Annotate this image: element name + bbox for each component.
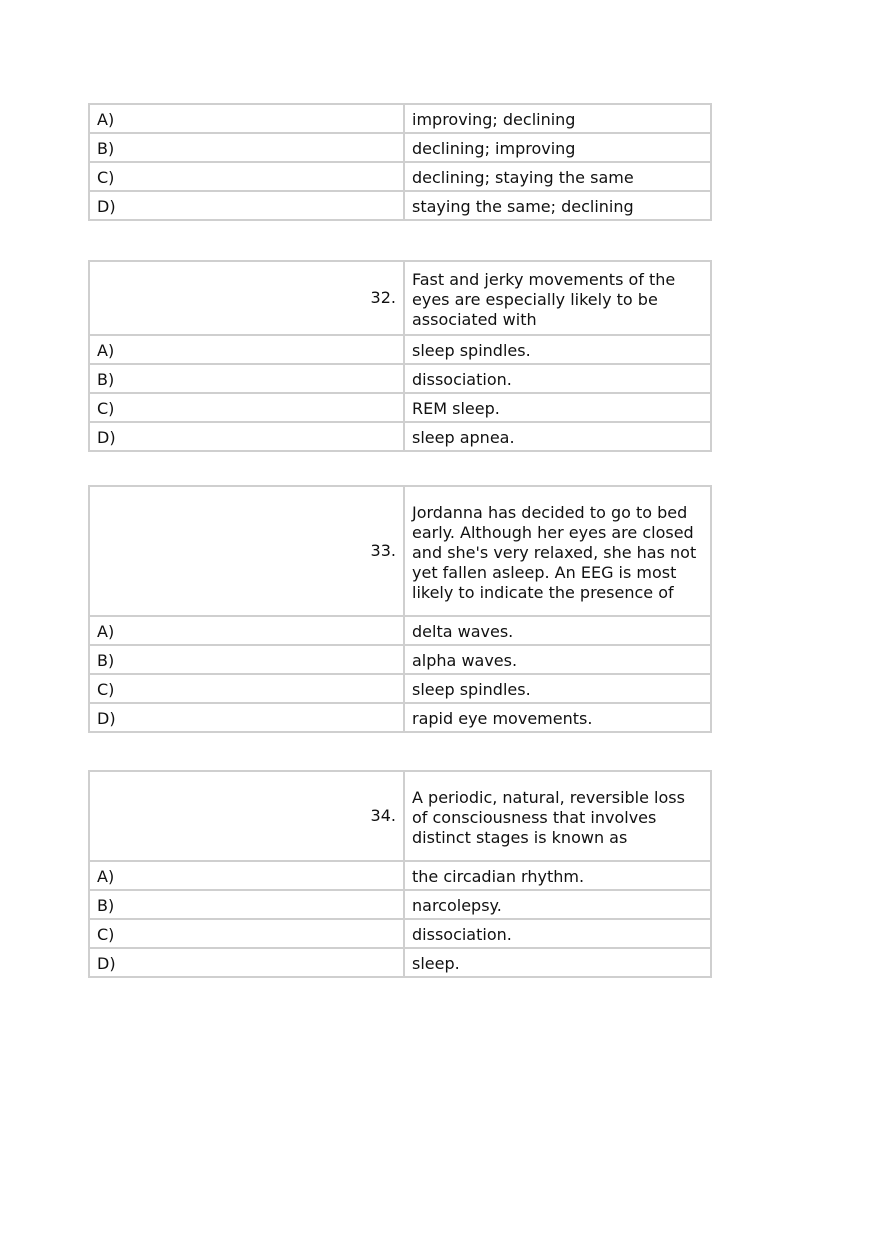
option-letter: C) xyxy=(89,674,404,703)
question-stem-row xyxy=(89,771,711,861)
question-number: 32. xyxy=(89,261,404,335)
option-text: improving; declining xyxy=(404,104,711,133)
option-text: sleep spindles. xyxy=(404,335,711,364)
question-stem: Jordanna has decided to go to bed early. Although her eyes are closed and she's very relaxed, she has not yet fallen asleep. An EEG is most likely to indicate the presence of xyxy=(404,486,711,616)
option-row xyxy=(89,133,711,162)
option-text: alpha waves. xyxy=(404,645,711,674)
option-text: delta waves. xyxy=(404,616,711,645)
question-32-table xyxy=(88,260,712,452)
option-letter: B) xyxy=(89,645,404,674)
option-row xyxy=(89,861,711,890)
option-letter: C) xyxy=(89,919,404,948)
option-text: REM sleep. xyxy=(404,393,711,422)
option-text: declining; staying the same xyxy=(404,162,711,191)
question-stem-row xyxy=(89,261,711,335)
option-text: sleep spindles. xyxy=(404,674,711,703)
option-letter: C) xyxy=(89,393,404,422)
option-letter: B) xyxy=(89,890,404,919)
option-text: staying the same; declining xyxy=(404,191,711,220)
option-row xyxy=(89,674,711,703)
option-row xyxy=(89,364,711,393)
option-row xyxy=(89,104,711,133)
question-31-options-table xyxy=(88,103,712,221)
option-letter: A) xyxy=(89,861,404,890)
option-row xyxy=(89,191,711,220)
option-letter: A) xyxy=(89,104,404,133)
option-row xyxy=(89,335,711,364)
option-row xyxy=(89,703,711,732)
option-text: dissociation. xyxy=(404,364,711,393)
question-stem: A periodic, natural, reversible loss of consciousness that involves distinct stages is known as xyxy=(404,771,711,861)
option-letter: D) xyxy=(89,948,404,977)
option-row xyxy=(89,948,711,977)
question-stem-row xyxy=(89,486,711,616)
option-row xyxy=(89,645,711,674)
question-number: 33. xyxy=(89,486,404,616)
option-letter: B) xyxy=(89,364,404,393)
question-stem: Fast and jerky movements of the eyes are especially likely to be associated with xyxy=(404,261,711,335)
question-33-table xyxy=(88,485,712,733)
option-text: sleep. xyxy=(404,948,711,977)
option-letter: D) xyxy=(89,191,404,220)
option-text: narcolepsy. xyxy=(404,890,711,919)
option-row xyxy=(89,162,711,191)
option-text: the circadian rhythm. xyxy=(404,861,711,890)
option-row xyxy=(89,393,711,422)
option-text: declining; improving xyxy=(404,133,711,162)
option-text: sleep apnea. xyxy=(404,422,711,451)
option-row xyxy=(89,919,711,948)
option-text: dissociation. xyxy=(404,919,711,948)
option-row xyxy=(89,422,711,451)
question-number: 34. xyxy=(89,771,404,861)
option-row xyxy=(89,890,711,919)
option-letter: A) xyxy=(89,335,404,364)
option-letter: A) xyxy=(89,616,404,645)
option-text: rapid eye movements. xyxy=(404,703,711,732)
option-letter: D) xyxy=(89,703,404,732)
question-34-table xyxy=(88,770,712,978)
option-letter: C) xyxy=(89,162,404,191)
option-letter: B) xyxy=(89,133,404,162)
option-row xyxy=(89,616,711,645)
option-letter: D) xyxy=(89,422,404,451)
